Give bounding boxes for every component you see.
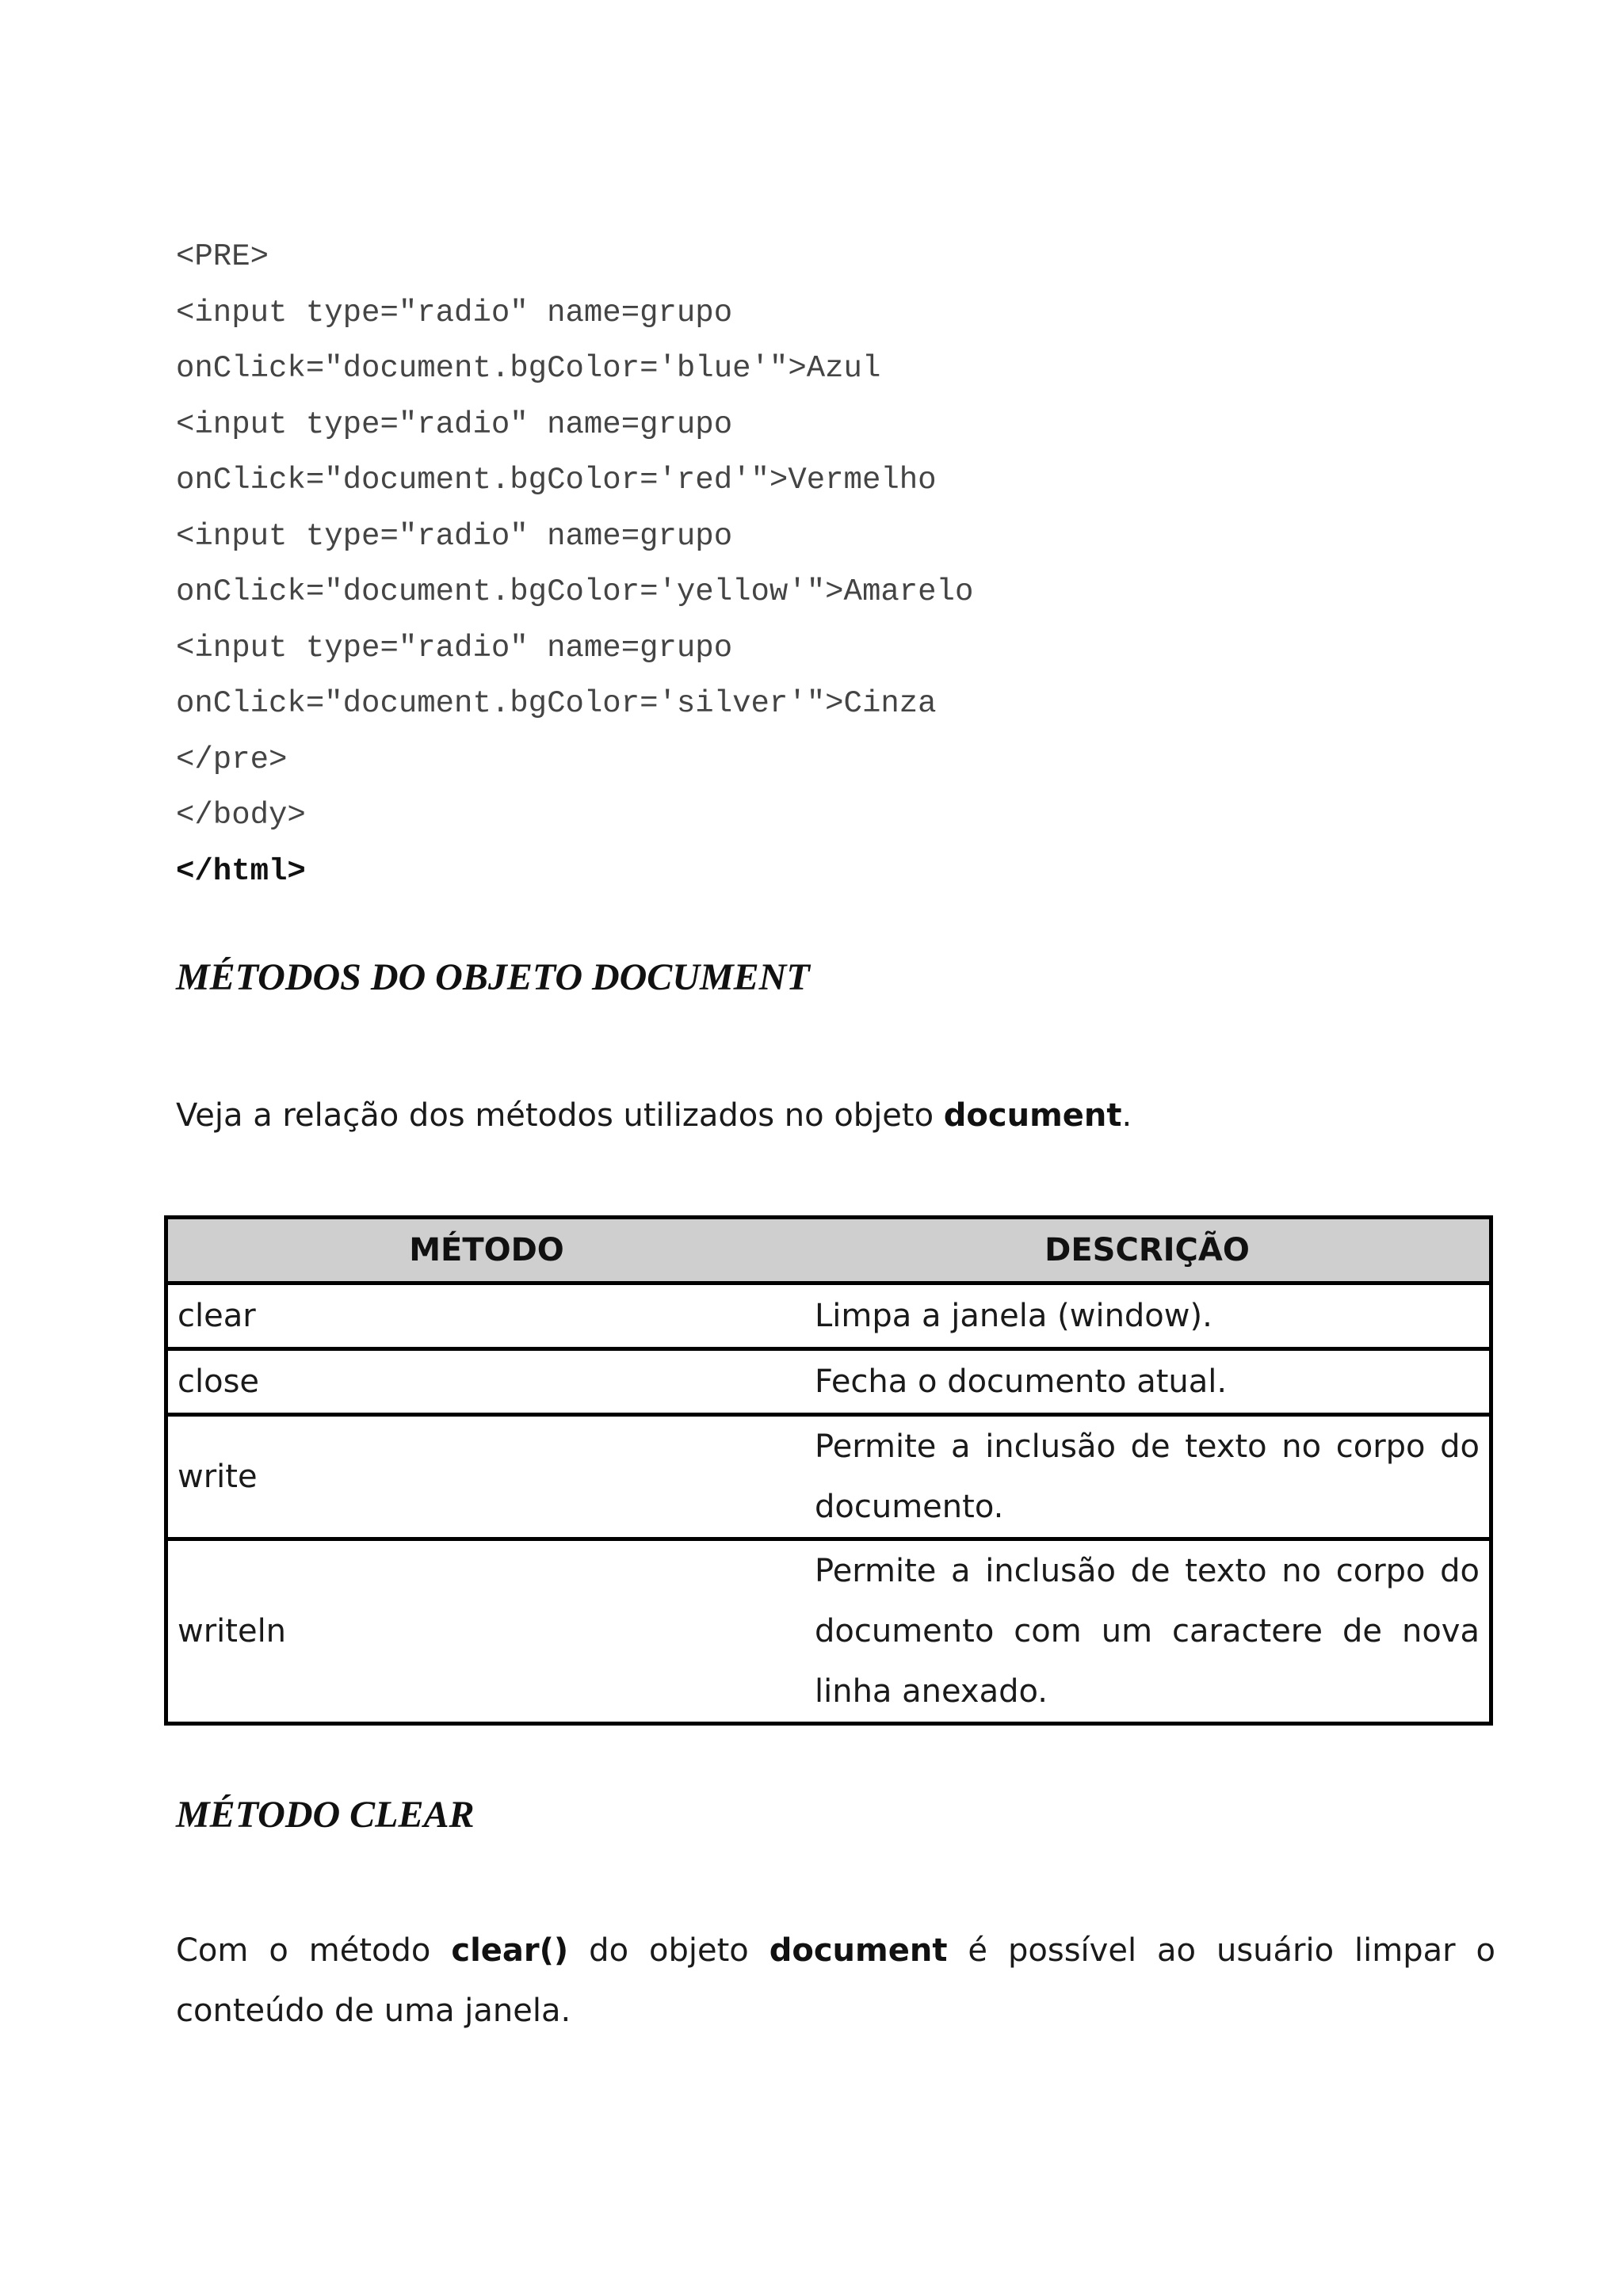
intro-paragraph (176, 1085, 1495, 1146)
table-row (166, 1283, 1491, 1349)
code-line: <PRE> (176, 239, 269, 274)
method-cell: close (166, 1349, 806, 1415)
description-cell: Limpa a janela (window). (805, 1283, 1491, 1349)
table-row (166, 1539, 1491, 1724)
clear-bold-document: document (769, 1932, 948, 1969)
code-line: <input type="radio" name=grupo (176, 518, 733, 554)
table-header-row (166, 1218, 1491, 1283)
description-cell: Permite a inclusão de texto no corpo do documento. (805, 1415, 1491, 1539)
clear-text: é possível ao usuário limpar o conteúdo de uma janela. (176, 1932, 1496, 2029)
intro-text: Veja a relação dos métodos utilizados no objeto (176, 1097, 944, 1134)
clear-text: Com o método (176, 1932, 452, 1969)
code-line: </pre> (176, 742, 288, 777)
code-line: <input type="radio" name=grupo (176, 630, 733, 666)
method-cell: write (166, 1415, 806, 1539)
clear-bold-method: clear() (451, 1932, 569, 1969)
description-cell: Fecha o documento atual. (805, 1349, 1491, 1415)
code-line: onClick="document.bgColor='yellow'">Amarelo (176, 574, 974, 609)
intro-bold-document: document (943, 1097, 1122, 1134)
header-method: MÉTODO (166, 1218, 806, 1283)
code-line: </body> (176, 798, 306, 833)
intro-text-end: . (1121, 1097, 1132, 1134)
method-cell: clear (166, 1283, 806, 1349)
code-line: <input type="radio" name=grupo (176, 295, 733, 330)
code-line-html-close: </html> (176, 853, 306, 889)
table-row (166, 1415, 1491, 1539)
clear-text: do objeto (568, 1932, 769, 1969)
section-heading-methods: MÉTODOS DO OBJETO DOCUMENT (176, 956, 810, 998)
code-line: onClick="document.bgColor='silver'">Cinza (176, 686, 937, 721)
code-line: <input type="radio" name=grupo (176, 406, 733, 442)
section-heading-clear: MÉTODO CLEAR (176, 1794, 475, 1836)
description-cell: Permite a inclusão de texto no corpo do documento com um caractere de nova linha anexado. (815, 1553, 1480, 1710)
code-block (176, 229, 1523, 899)
code-line: onClick="document.bgColor='red'">Vermelho (176, 463, 937, 498)
table-row (166, 1349, 1491, 1415)
clear-paragraph (176, 1920, 1495, 2041)
header-description: DESCRIÇÃO (805, 1218, 1491, 1283)
method-cell: writeln (178, 1613, 287, 1650)
methods-table (164, 1215, 1493, 1726)
code-line: onClick="document.bgColor='blue'">Azul (176, 351, 881, 386)
